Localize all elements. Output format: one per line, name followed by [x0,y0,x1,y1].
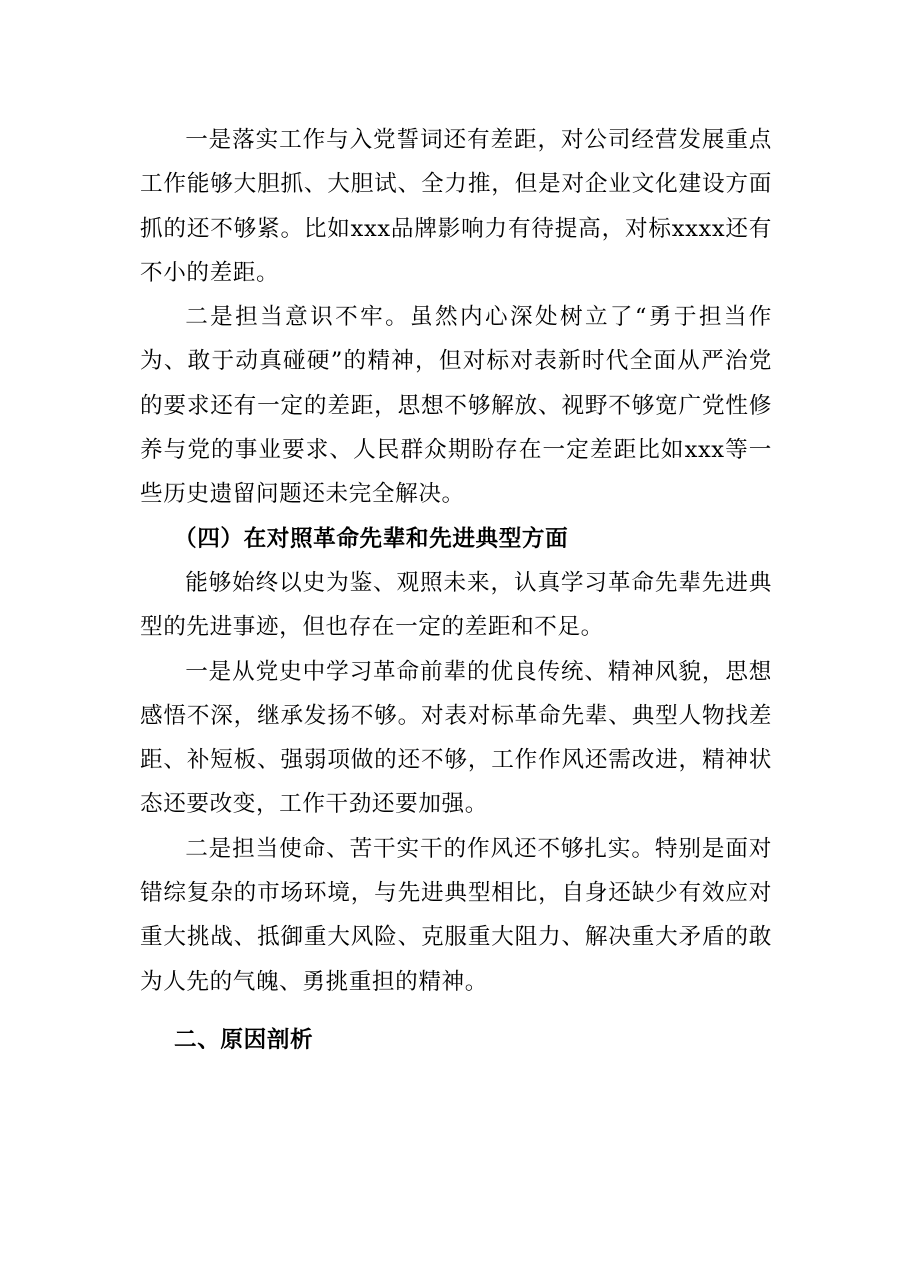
main-heading: 二、原因剖析 [174,1026,314,1053]
document-page [140,118,772,1062]
paragraph-3: 能够始终以史为鉴、观照未来，认真学习革命先辈先进典型的先进事迹，但也存在一定的差距和不足。 [140,569,772,641]
paragraph-5: 二是担当使命、苦干实干的作风还不够扎实。特别是面对错综复杂的市场环境，与先进典型相比，自身还缺少有效应对重大挑战、抵御重大风险、克服重大阻力、解决重大矛盾的敢为人先的气魄、勇挑重担的精神。 [140,835,772,995]
paragraph-4: 一是从党史中学习革命前辈的优良传统、精神风貌，思想感悟不深，继承发扬不够。对表对标革命先辈、典型人物找差距、补短板、强弱项做的还不够，工作作风还需改进，精神状态还要改变，工作干劲还要加强。 [140,658,772,818]
paragraph-2: 二是担当意识不牢。虽然内心深处树立了“勇于担当作为、敢于动真碰硬”的精神，但对标对表新时代全面从严治党的要求还有一定的差距，思想不够解放、视野不够宽广党性修养与党的事业要求、人民群众期盼存在一定差距比如xxx等一些历史遗留问题还未完全解决。 [140,304,772,508]
section-heading: （四）在对照革命先辈和先进典型方面 [174,525,569,552]
paragraph-1: 一是落实工作与入党誓词还有差距，对公司经营发展重点工作能够大胆抓、大胆试、全力推，但是对企业文化建设方面抓的还不够紧。比如xxx品牌影响力有待提高，对标xxxx还有不小的差距。 [140,127,772,286]
